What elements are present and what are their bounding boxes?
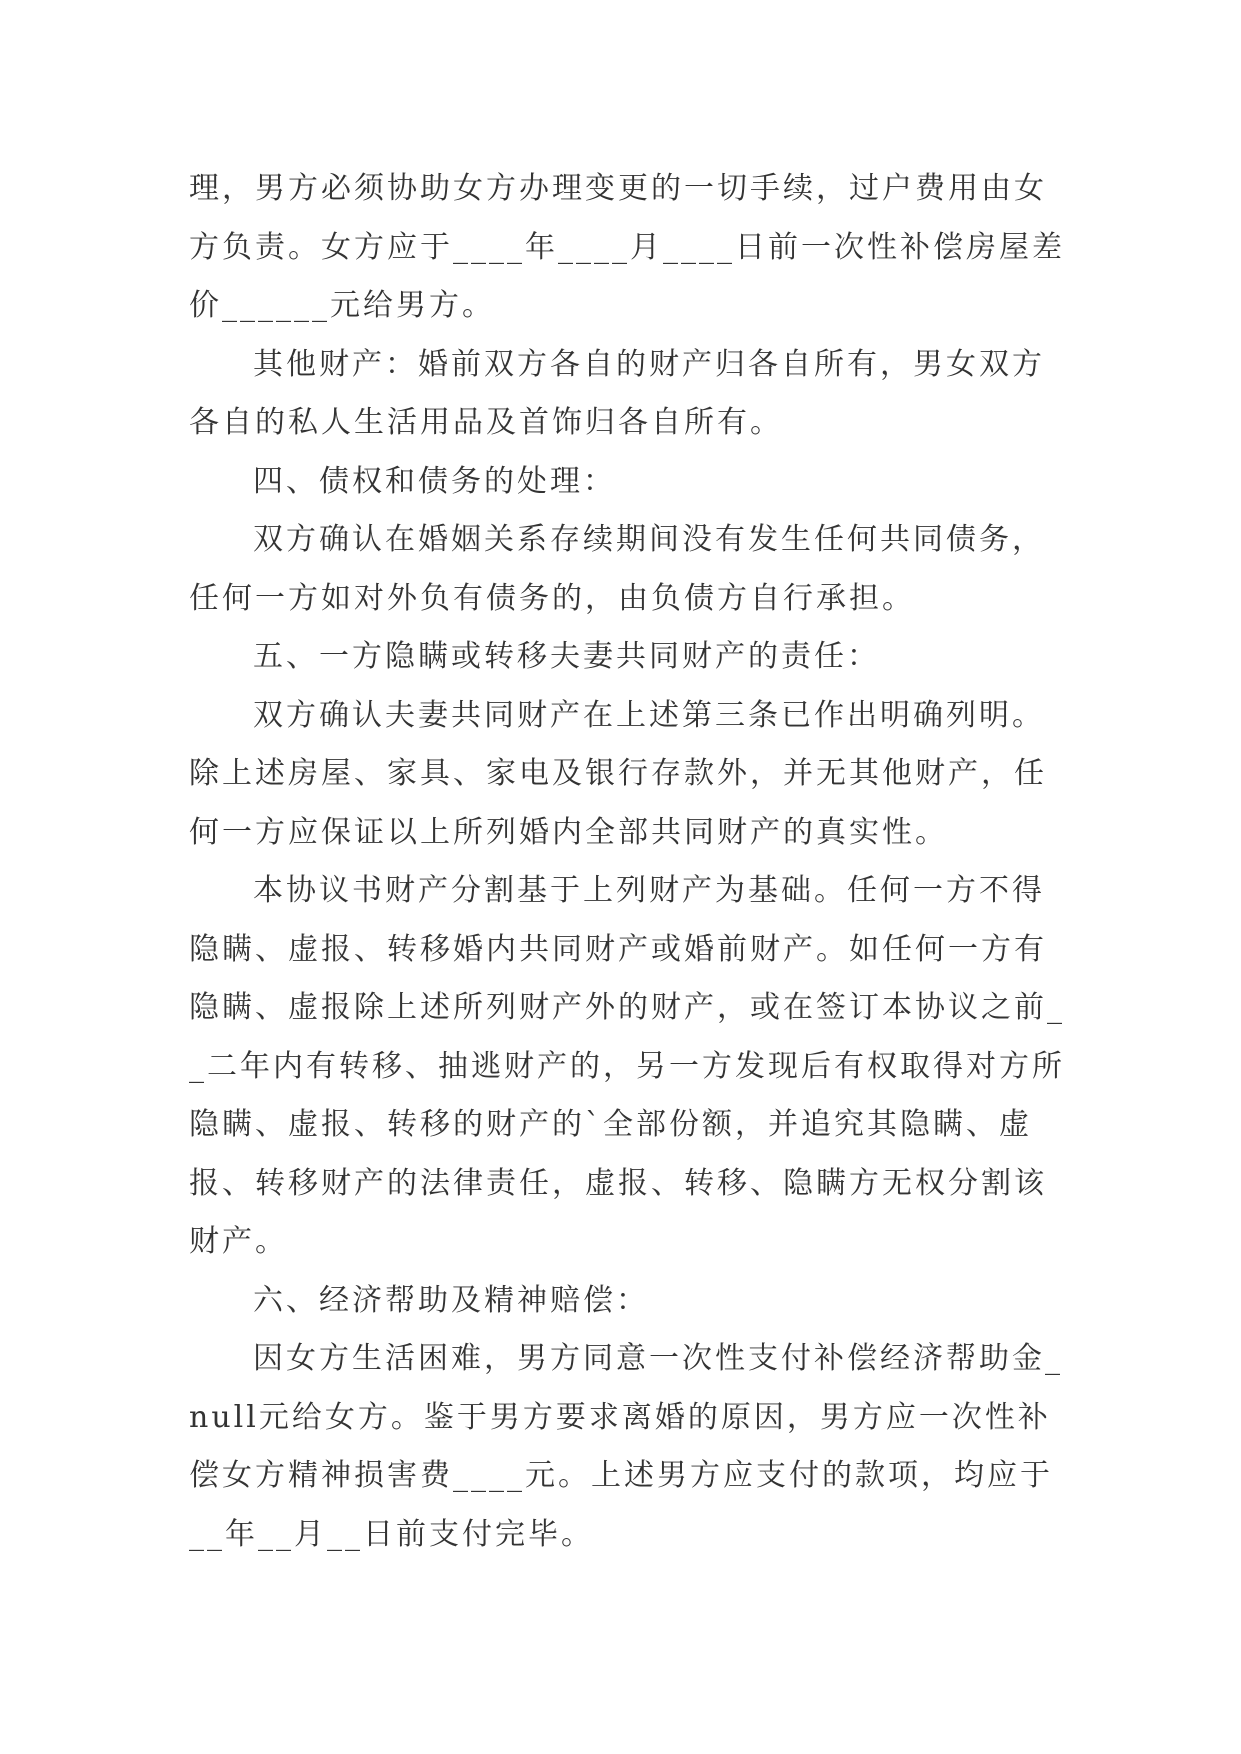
section-heading-compensation: 六、经济帮助及精神赔偿： [253, 1282, 649, 1318]
paragraph-property-confirmation: 双方确认夫妻共同财产在上述第三条已作出明确列明。除上述房屋、家具、家电及银行存款外，并无其他财产，任何一方应保证以上所列婚内全部共同财产的真实性。 [189, 697, 1047, 850]
paragraph-other-property: 其他财产：婚前双方各自的财产归各自所有，男女双方各自的私人生活用品及首饰归各自所有。 [189, 346, 1045, 440]
paragraph-compensation: 因女方生活困难，男方同意一次性支付补偿经济帮助金_null元给女方。鉴于男方要求离婚的原因，男方应一次性补偿女方精神损害费____元。上述男方应支付的款项，均应于__年__月__日前支付完毕。 [189, 1341, 1063, 1552]
paragraph-house-transfer: 理，男方必须协助女方办理变更的一切手续，过户费用由女方负责。女方应于____年____月____日前一次性补偿房屋差价______元给男方。 [189, 171, 1065, 323]
paragraph-property-division: 本协议书财产分割基于上列财产为基础。任何一方不得隐瞒、虚报、转移婚内共同财产或婚前财产。如任何一方有隐瞒、虚报除上述所列财产外的财产，或在签订本协议之前__二年内有转移、抽逃财产的，另一方发现后有权取得对方所隐瞒、虚报、转移的财产的`全部份额，并追究其隐瞒、虚报、转移财产的法律责任，虚报、转移、隐瞒方无权分割该财产。 [189, 873, 1065, 1259]
paragraph-debts: 双方确认在婚姻关系存续期间没有发生任何共同债务，任何一方如对外负有债务的，由负债方自行承担。 [189, 522, 1045, 616]
document-body [189, 160, 1069, 1564]
section-heading-debts: 四、债权和债务的处理： [253, 463, 616, 499]
section-heading-concealment: 五、一方隐瞒或转移夫妻共同财产的责任： [253, 639, 880, 674]
